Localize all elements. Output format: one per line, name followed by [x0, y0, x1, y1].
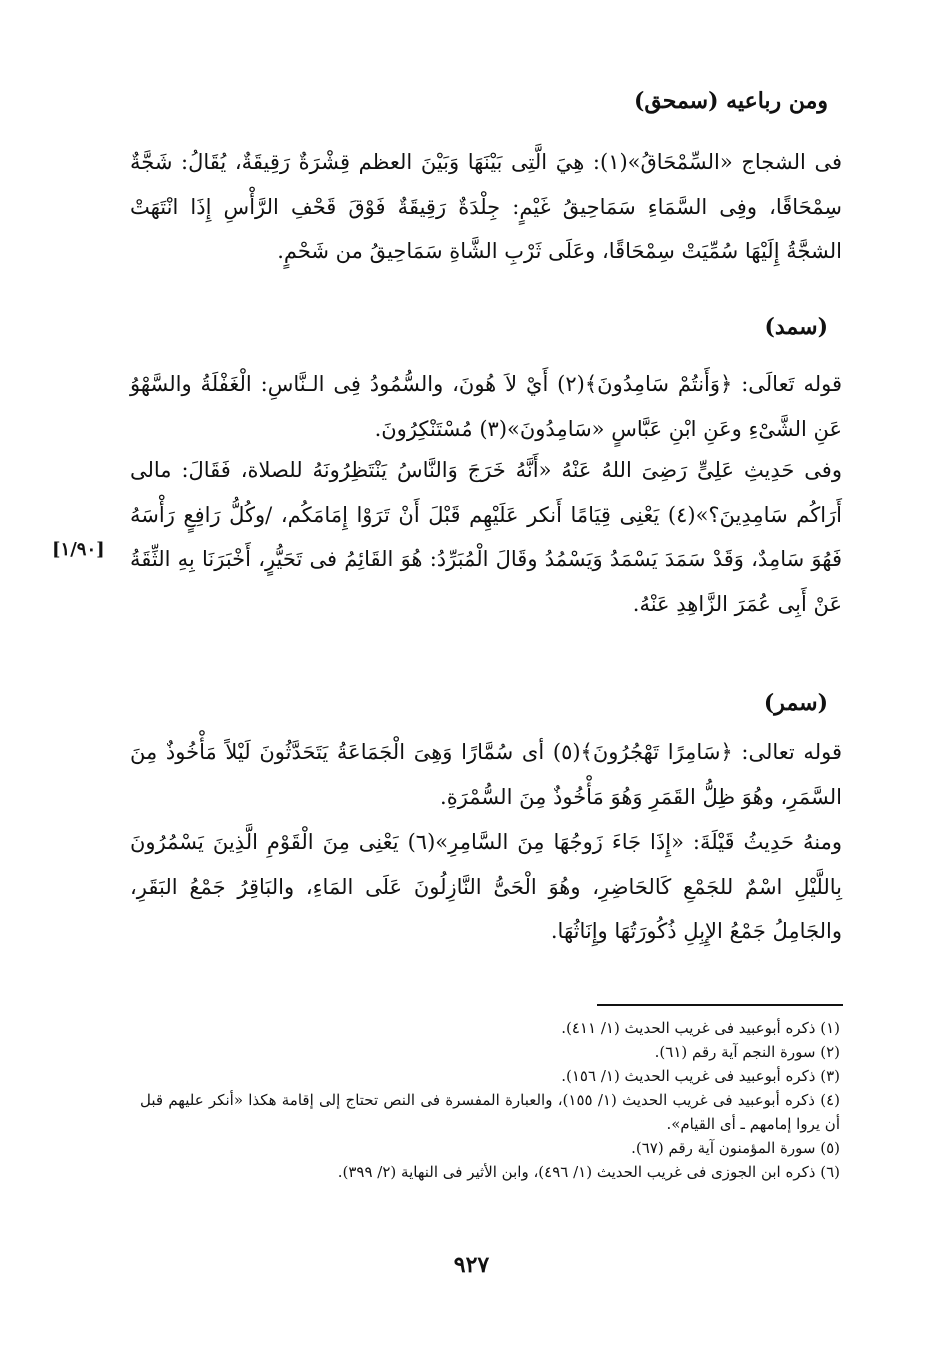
footnote-divider [597, 1004, 843, 1006]
footnote-item: (٥) سورة المؤمنون آية رقم (٦٧). [631, 1139, 840, 1157]
page-number: ٩٢٧ [453, 1252, 490, 1278]
paragraph-hadith-ali: وفى حَدِيثِ عَلِىٍّ رَضِىَ اللهُ عَنْهُ «أَنَّهُ خَرَجَ وَالنَّاسُ يَنْتَظِرُونَهُ للصلاة، فَقَالَ: مالى أَرَاكُم سَامِدِينَ؟»(٤) يَعْنِى قِيَامًا أَنكر عَلَيْهِم قَبْلَ أَنْ تَرَوْا إِمَامَكُم، /وكُلُّ رَافِعٍ رَأْسَهُ فَهُوَ سَامِدٌ، وَقَدْ سَمَدَ يَسْمَدُ وَيَسْمُدُ وقَالَ الْمُبَرِّدُ: هُوَ القَائِمُ فى تَحَيُّرٍ، أَخْبَرَنَا بِهِ الثِّقَةُ عَنْ أَبِى عُمَرَ الزَّاهِدِ عَنْهُ. [130, 458, 843, 616]
manuscript-folio-marker: [١/٩٠] [52, 539, 105, 560]
footnote-item: (٢) سورة النجم آية رقم (٦١). [654, 1043, 840, 1061]
section-heading-samhaq: ومن رباعيه (سمحق) [633, 88, 828, 114]
paragraph-samiran: قوله تعالى: ﴿سَامِرًا تَهْجُرُونَ﴾(٥) أى سُمَّارًا وَهِىَ الْجَمَاعَةُ يَتَحَدَّثُونَ لَيْلاً مَأْخُوذٌ مِنَ السَّمَرِ، وهُوَ ظِلُّ القَمَرِ وَهُوَ مَأْخُوذٌ مِنَ السُّمْرَةِ. [130, 740, 842, 809]
paragraph-simhaq: فى الشجاج «السِّمْحَاقُ»(١): هِيَ الَّتِى بَيْنَهَا وَبَيْنَ العظم قِشْرَةٌ رَقِيقَةٌ، يُقَالُ: شَجَّةٌ سِمْحَاقًا، وفِى السَّمَاءِ سَمَاحِيقُ غَيْمٍ: جِلْدَةٌ رَقِيقَةٌ فَوْقَ قَحْفِ الرَّأْسِ إِذَا انْتَهَتْ الشجَّةُ إِلَيْهَا سُمِّيَتْ سِمْحَاقًا، وعَلَى ثَرْبِ الشَّاةِ سَمَاحِيقُ من شَحْمٍ. [130, 150, 842, 263]
footnotes [140, 1016, 840, 1184]
paragraph-samidun: قوله تَعالَى: ﴿وَأَنتُمْ سَامِدُونَ﴾(٢) أَيْ لاَ هُونَ، والسُّمُودُ فِى الـنَّاسِ: الْغَفْلَةُ والسَّهْوُ عَنِ الشَّىْءِ وعَنِ ابْنِ عَبَّاسٍ «سَامِدُونَ»(٣) مُسْتَنْكِرُونَ. [130, 372, 842, 441]
section-heading-samar: (سمر) [763, 690, 828, 716]
section-heading-samad: (سمد) [764, 314, 828, 340]
footnote-item: (٦) ذكره ابن الجوزى فى غريب الحديث (١/ ٤٩٦)، وابن الأثير فى النهاية (٢/ ٣٩٩). [337, 1163, 840, 1181]
footnote-item: (٤) ذكره أبوعبيد فى غريب الحديث (١/ ١٥٥)، والعبارة المفسرة فى النص تحتاج إلى إقامة هكذا «أنكر عليهم قبل أن يروا إمامهم ـ أى القيام». [140, 1091, 840, 1133]
footnote-item: (١) ذكره أبوعبيد فى غريب الحديث (١/ ٤١١). [561, 1019, 840, 1037]
footnote-item: (٣) ذكره أبوعبيد فى غريب الحديث (١/ ١٥٦). [561, 1067, 840, 1085]
paragraph-hadith-qayla: ومنهُ حَدِيثُ قَيْلَةَ: «إِذَا جَاءَ زَوجُهَا مِنَ السَّامِرِ»(٦) يَعْنِى مِنَ الْقَوْمِ الَّذِينَ يَسْمُرُونَ بِاللَّيْلِ اسْمٌ للجَمْعِ كَالحَاضِرِ، وهُوَ الْحَىُّ النَّازِلُونَ عَلَى المَاءِ، والبَاقِرُ جَمْعُ البَقَرِ، والجَامِلُ جَمْعُ الإِبِلِ ذُكُورَتُهَا وإِنَاثُهَا. [130, 830, 842, 943]
